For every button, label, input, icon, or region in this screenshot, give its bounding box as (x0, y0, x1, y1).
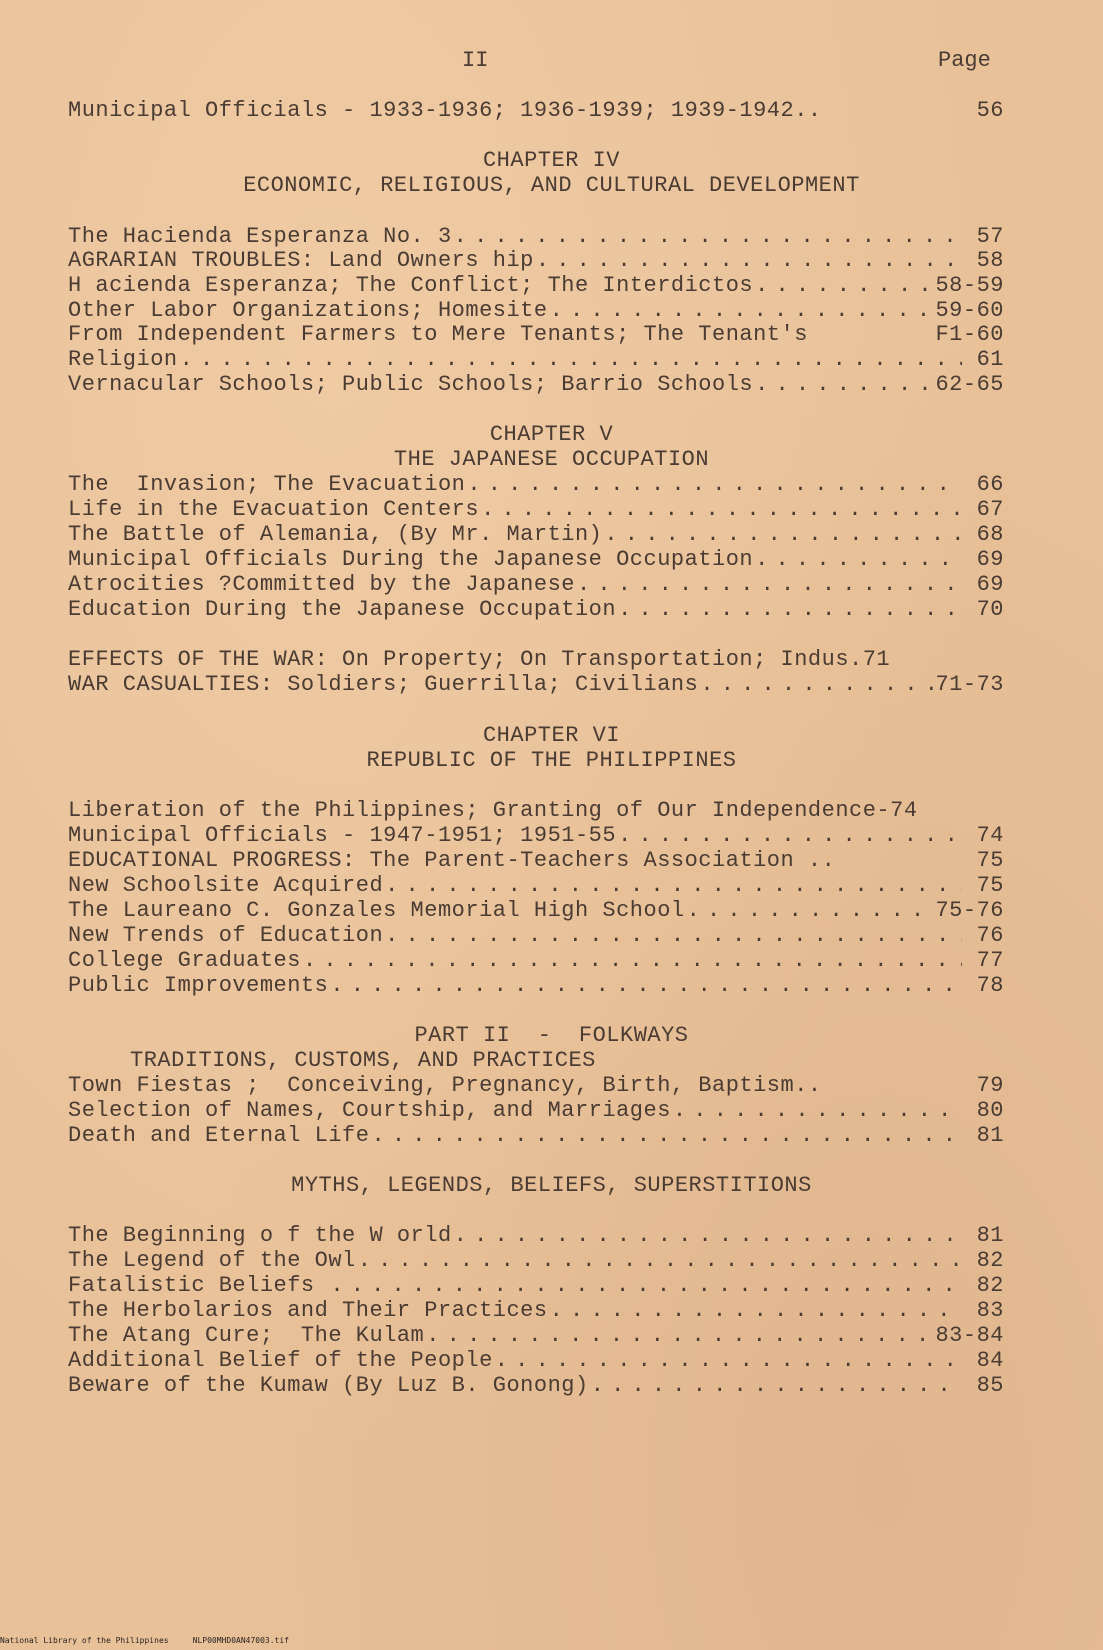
toc-entry (68, 497, 1004, 523)
toc-entry-page: 74 (890, 798, 918, 823)
part-subtitle: TRADITIONS, CUSTOMS, AND PRACTICES (130, 1048, 596, 1073)
toc-entry-page: 81 (976, 1223, 1004, 1248)
toc-entry-title: The Atang Cure; The Kulam (68, 1323, 425, 1348)
toc-entry-title: Death and Eternal Life (68, 1123, 370, 1148)
leader-dots (577, 572, 962, 597)
archive-footer: National Library of the Philippines NLP00MHD0AN47003.tif (0, 1636, 289, 1645)
toc-entry-page: 82 (976, 1248, 1004, 1273)
leader-dots (454, 1223, 962, 1248)
toc-entry-title: Atrocities ?Committed by the Japanese (68, 572, 575, 597)
toc-entry (68, 347, 1004, 373)
toc-entry-title: Municipal Officials - 1933-1936; 1936-1939; 1939-1942.. (68, 98, 822, 123)
toc-entry-title: The Legend of the Owl (68, 1248, 356, 1273)
toc-entry-page: 61 (976, 347, 1004, 372)
toc-entry-page: 75 (976, 848, 1004, 873)
toc-entry (68, 923, 1004, 949)
leader-dots (180, 347, 962, 372)
chapter-subtitle: THE JAPANESE OCCUPATION (393, 447, 710, 472)
toc-entry-title: AGRARIAN TROUBLES: Land Owners hip (68, 248, 534, 273)
toc-entry (68, 1123, 1004, 1149)
chapter-heading: CHAPTER IV (482, 148, 621, 173)
toc-entry-page: 69 (976, 547, 1004, 572)
toc-entry (68, 647, 1004, 673)
leader-dots (700, 672, 933, 697)
toc-entry (68, 1223, 1004, 1249)
toc-entry (68, 98, 1004, 124)
toc-entry-page: 78 (976, 973, 1004, 998)
toc-entry-page: 62-65 (935, 372, 1004, 397)
leader-dots (371, 1123, 962, 1148)
toc-entry-title: Religion (68, 347, 178, 372)
leader-dots (330, 1273, 962, 1298)
toc-entry-page: 84 (976, 1348, 1004, 1373)
toc-entry-title: Public Improvements (68, 973, 329, 998)
toc-entry (68, 1373, 1004, 1399)
toc-entry-page: 75-76 (935, 898, 1004, 923)
toc-entry-title: The Hacienda Esperanza No. 3 (68, 224, 452, 249)
toc-entry-title: The Battle of Alemania, (By Mr. Martin) (68, 522, 603, 547)
toc-entry-page: F1-60 (935, 322, 1004, 347)
leader-dots (604, 522, 962, 547)
toc-entry (68, 248, 1004, 274)
toc-entry (68, 273, 1004, 299)
toc-entry (68, 1098, 1004, 1124)
toc-entry-page: 59-60 (935, 298, 1004, 323)
toc-entry (68, 572, 1004, 598)
toc-entry (68, 848, 1004, 874)
toc-entry (68, 1298, 1004, 1324)
toc-entry-page: 71-73 (935, 672, 1004, 697)
toc-entry-title: Liberation of the Philippines; Granting of Our Independence- (68, 798, 891, 823)
toc-entry (68, 823, 1004, 849)
leader-dots (755, 547, 962, 572)
toc-entry-title: Municipal Officials During the Japanese Occupation (68, 547, 754, 572)
leader-dots (481, 497, 962, 522)
toc-entry-page: 75 (976, 873, 1004, 898)
page-roman-numeral: II (462, 48, 489, 73)
toc-entry-page: 80 (976, 1098, 1004, 1123)
chapter-subtitle: REPUBLIC OF THE PHILIPPINES (366, 748, 737, 773)
toc-entry-title: WAR CASUALTIES: Soldiers; Guerrilla; Civilians (68, 672, 699, 697)
toc-entry-title: The Beginning o f the W orld (68, 1223, 452, 1248)
leader-dots (454, 224, 962, 249)
part-heading: PART II - FOLKWAYS (414, 1023, 689, 1048)
leader-dots (330, 973, 962, 998)
toc-entry-title: EFFECTS OF THE WAR: On Property; On Transportation; Indus. (68, 647, 863, 672)
section-heading: MYTHS, LEGENDS, BELIEFS, SUPERSTITIONS (291, 1173, 812, 1198)
toc-entry (68, 224, 1004, 250)
leader-dots (536, 248, 962, 273)
toc-entry-page: 83-84 (935, 1323, 1004, 1348)
toc-entry-title: Municipal Officials - 1947-1951; 1951-55 (68, 823, 617, 848)
toc-entry-title: The Herbolarios and Their Practices (68, 1298, 548, 1323)
toc-entry-title: EDUCATIONAL PROGRESS: The Parent-Teachers Association .. (68, 848, 836, 873)
toc-entry (68, 1323, 1004, 1349)
leader-dots (426, 1323, 933, 1348)
toc-entry-page: 70 (976, 597, 1004, 622)
toc-entry (68, 322, 1004, 348)
toc-entry (68, 1073, 1004, 1099)
toc-entry-title: The Invasion; The Evacuation (68, 472, 466, 497)
leader-dots (385, 923, 962, 948)
toc-entry (68, 948, 1004, 974)
toc-entry-page: 56 (976, 98, 1004, 123)
leader-dots (618, 597, 962, 622)
toc-entry (68, 472, 1004, 498)
toc-entry (68, 1248, 1004, 1274)
toc-entry (68, 798, 1004, 824)
leader-dots (591, 1373, 962, 1398)
toc-entry-page: 69 (976, 572, 1004, 597)
chapter-heading: CHAPTER VI (482, 723, 621, 748)
toc-entry (68, 1348, 1004, 1374)
leader-dots (618, 823, 962, 848)
toc-entry (68, 597, 1004, 623)
leader-dots (755, 372, 933, 397)
toc-entry-title: Additional Belief of the People (68, 1348, 493, 1373)
toc-entry-title: Life in the Evacuation Centers (68, 497, 480, 522)
toc-entry-title: The Laureano C. Gonzales Memorial High School (68, 898, 685, 923)
leader-dots (755, 273, 933, 298)
toc-entry-page: 71 (862, 647, 891, 672)
chapter-heading: CHAPTER V (489, 422, 614, 447)
leader-dots (673, 1098, 962, 1123)
leader-dots (467, 472, 962, 497)
page-column-label: Page (938, 48, 991, 73)
toc-entry-page: 79 (976, 1073, 1004, 1098)
toc-entry-title: New Trends of Education (68, 923, 384, 948)
chapter-subtitle: ECONOMIC, RELIGIOUS, AND CULTURAL DEVELOPMENT (243, 173, 860, 198)
leader-dots (358, 1248, 962, 1273)
toc-entry-title: Other Labor Organizations; Homesite (68, 298, 548, 323)
toc-entry-page: 57 (976, 224, 1004, 249)
toc-entry-page: 74 (976, 823, 1004, 848)
toc-entry (68, 372, 1004, 398)
toc-entry-title: Education During the Japanese Occupation (68, 597, 617, 622)
toc-entry-title: Beware of the Kumaw (By Luz B. Gonong) (68, 1373, 589, 1398)
leader-dots (385, 873, 962, 898)
toc-entry-page: 58 (976, 248, 1004, 273)
toc-entry-title: Vernacular Schools; Public Schools; Barrio Schools (68, 372, 754, 397)
leader-dots (550, 298, 934, 323)
toc-entry-page: 67 (976, 497, 1004, 522)
toc-entry (68, 973, 1004, 999)
toc-entry-title: Fatalistic Beliefs (68, 1273, 329, 1298)
toc-entry (68, 898, 1004, 924)
toc-entry-page: 83 (976, 1298, 1004, 1323)
toc-entry-title: New Schoolsite Acquired (68, 873, 384, 898)
toc-entry (68, 522, 1004, 548)
leader-dots (303, 948, 962, 973)
toc-entry (68, 298, 1004, 324)
toc-entry (68, 547, 1004, 573)
toc-entry-title: From Independent Farmers to Mere Tenants; The Tenant's (68, 322, 808, 347)
toc-entry-page: 82 (976, 1273, 1004, 1298)
toc-entry-title: H acienda Esperanza; The Conflict; The Interdictos (68, 273, 754, 298)
toc-entry-title: College Graduates (68, 948, 301, 973)
toc-entry (68, 873, 1004, 899)
toc-entry-page: 66 (976, 472, 1004, 497)
leader-dots (550, 1298, 962, 1323)
toc-entry-page: 58-59 (935, 273, 1004, 298)
toc-entry-title: Town Fiestas ; Conceiving, Pregnancy, Birth, Baptism.. (68, 1073, 822, 1098)
toc-entry-page: 85 (976, 1373, 1004, 1398)
toc-entry-page: 77 (976, 948, 1004, 973)
toc-entry (68, 1273, 1004, 1299)
toc-entry-page: 68 (976, 522, 1004, 547)
toc-entry-page: 81 (976, 1123, 1004, 1148)
toc-entry-title: Selection of Names, Courtship, and Marriages (68, 1098, 671, 1123)
toc-entry (68, 672, 1004, 698)
leader-dots (495, 1348, 962, 1373)
toc-entry-page: 76 (976, 923, 1004, 948)
leader-dots (687, 898, 934, 923)
